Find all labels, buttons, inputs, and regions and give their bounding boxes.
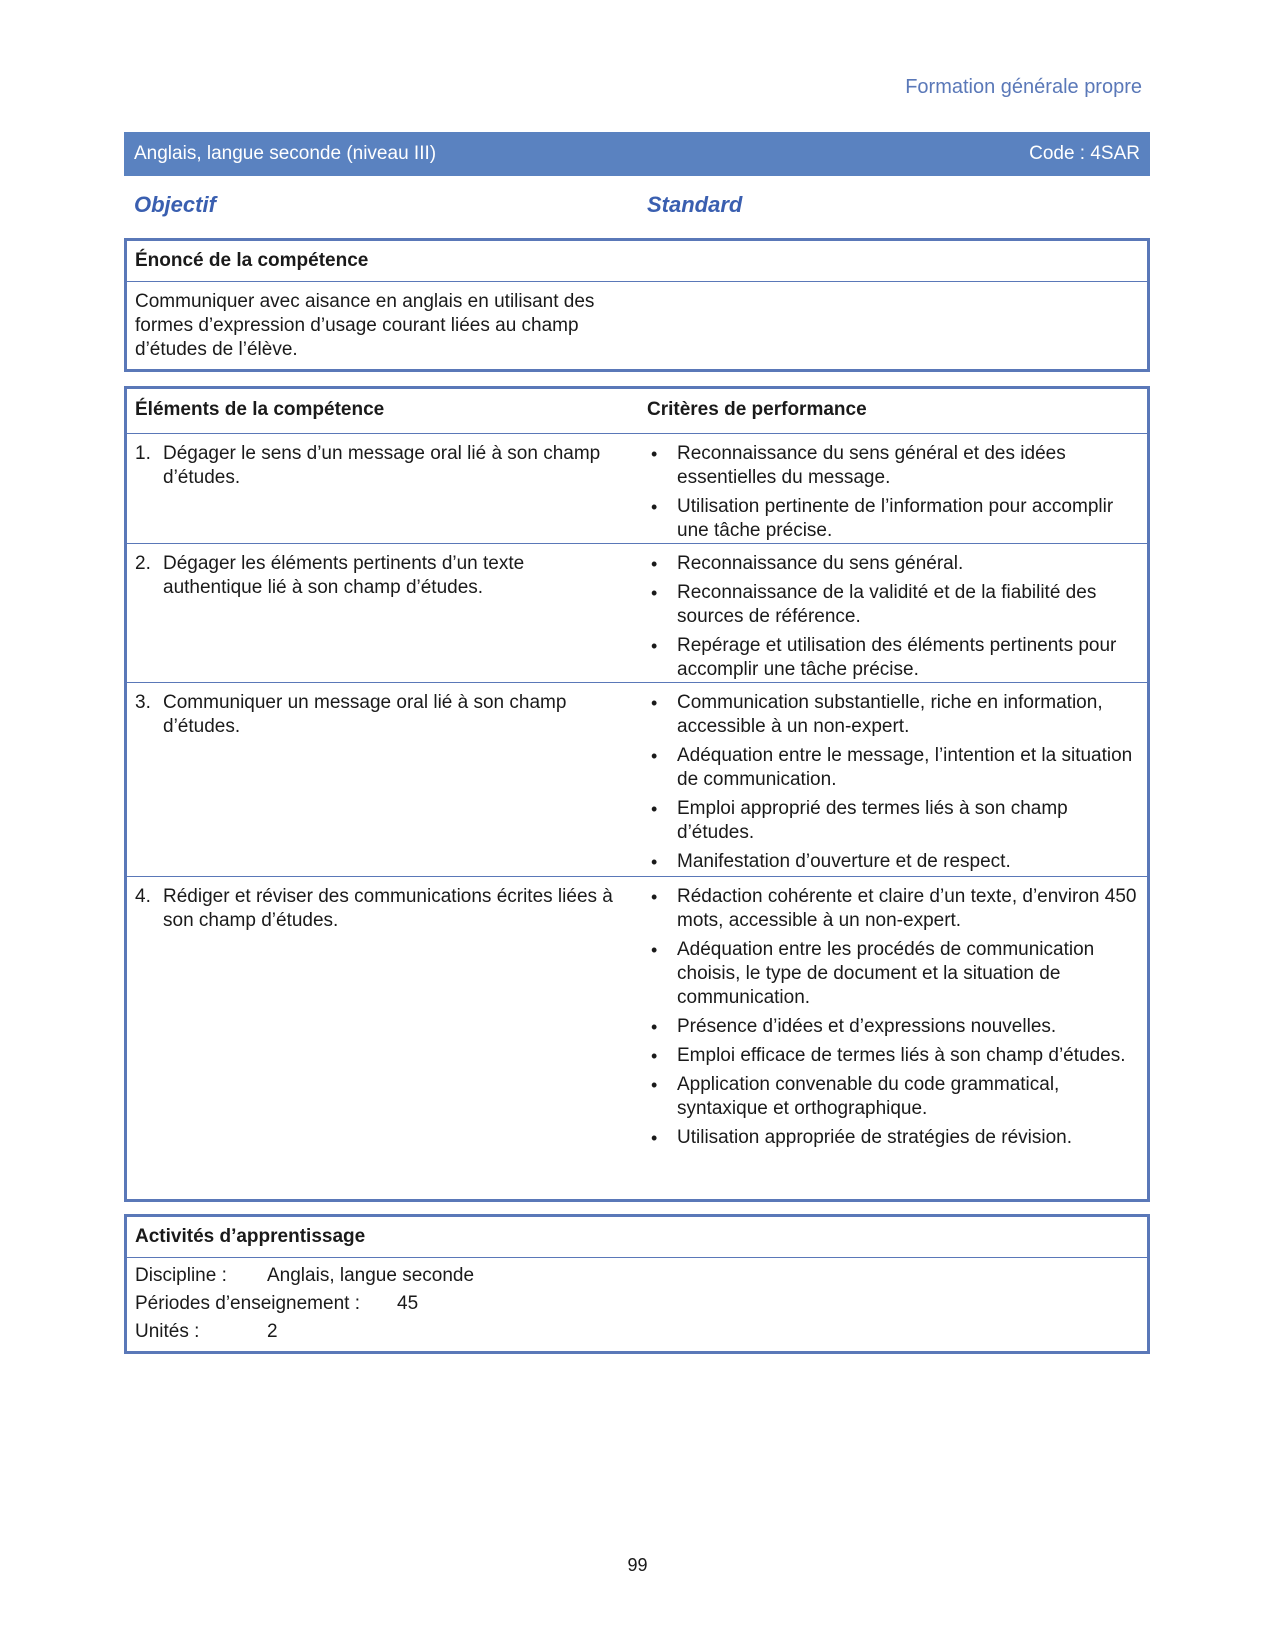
criteria-list: [647, 442, 1137, 548]
course-code: Code : 4SAR: [1029, 143, 1140, 164]
criterion-item: • Reconnaissance de la validité et de la fiabilité des sources de référence.: [647, 581, 1137, 629]
table-row: [127, 544, 1147, 683]
table-row: [127, 434, 1147, 544]
periods-line: [127, 1290, 1147, 1318]
criterion-item: • Emploi efficace de termes liés à son champ d’études.: [647, 1044, 1137, 1068]
criterion-item: • Adéquation entre les procédés de communication choisis, le type de document et la situation de communication.: [647, 938, 1137, 1010]
units-value: 2: [267, 1321, 278, 1342]
criterion-item: • Adéquation entre le message, l’intention et la situation de communication.: [647, 744, 1137, 792]
activities-box: [124, 1214, 1150, 1354]
criterion-item: • Application convenable du code grammatical, syntaxique et orthographique.: [647, 1073, 1137, 1121]
criterion-item: • Utilisation appropriée de stratégies de révision.: [647, 1126, 1137, 1150]
competence-element: [135, 885, 615, 933]
element-text: Dégager le sens d’un message oral lié à son champ d’études.: [163, 443, 601, 488]
elements-column-header: Éléments de la compétence: [135, 399, 385, 420]
criterion-item: • Communication substantielle, riche en information, accessible à un non-expert.: [647, 691, 1137, 739]
column-headings: [124, 192, 1150, 220]
criteria-list: [647, 691, 1137, 879]
criterion-item: • Reconnaissance du sens général.: [647, 552, 1137, 576]
activities-heading: Activités d’apprentissage: [127, 1217, 1147, 1258]
criterion-item: • Reconnaissance du sens général et des idées essentielles du message.: [647, 442, 1137, 490]
table-row: [127, 877, 1147, 1177]
discipline-line: [127, 1262, 1147, 1290]
criterion-item: • Utilisation pertinente de l’information pour accomplir une tâche précise.: [647, 495, 1137, 543]
course-title: Anglais, langue seconde (niveau III): [134, 143, 437, 164]
standard-heading: Standard: [647, 192, 743, 217]
units-label: Unités :: [135, 1321, 200, 1342]
criteria-column-header: Critères de performance: [647, 399, 867, 420]
criterion-item: • Présence d’idées et d’expressions nouvelles.: [647, 1015, 1137, 1039]
activities-body: [127, 1258, 1147, 1346]
criterion-item: • Manifestation d’ouverture et de respect.: [647, 850, 1137, 874]
element-number: 1.: [135, 443, 151, 464]
course-banner: [124, 132, 1150, 176]
competence-element: [135, 552, 615, 600]
criterion-item: • Emploi approprié des termes liés à son champ d’études.: [647, 797, 1137, 845]
enonce-box: [124, 238, 1150, 372]
table-header: [127, 389, 1147, 434]
element-number: 2.: [135, 553, 151, 574]
objectif-heading: Objectif: [134, 192, 216, 217]
discipline-label: Discipline :: [135, 1265, 227, 1286]
element-number: 4.: [135, 886, 151, 907]
criteria-list: [647, 552, 1137, 687]
discipline-value: Anglais, langue seconde: [267, 1265, 475, 1286]
element-number: 3.: [135, 692, 151, 713]
competence-table: [124, 386, 1150, 1202]
periods-label: Périodes d’enseignement :: [135, 1293, 360, 1314]
units-line: [127, 1318, 1147, 1346]
table-row: [127, 683, 1147, 877]
periods-value: 45: [397, 1293, 419, 1314]
element-text: Rédiger et réviser des communications écrites liées à son champ d’études.: [163, 886, 613, 931]
criteria-list: [647, 885, 1137, 1155]
criterion-item: • Repérage et utilisation des éléments pertinents pour accomplir une tâche précise.: [647, 634, 1137, 682]
competence-element: [135, 691, 615, 739]
running-head: Formation générale propre: [905, 76, 1142, 98]
element-text: Dégager les éléments pertinents d’un texte authentique lié à son champ d’études.: [163, 553, 525, 598]
page-number: 99: [627, 1555, 648, 1575]
criterion-item: • Rédaction cohérente et claire d’un texte, d’environ 450 mots, accessible à un non-expert.: [647, 885, 1137, 933]
element-text: Communiquer un message oral lié à son champ d’études.: [163, 692, 567, 737]
competence-element: [135, 442, 615, 490]
enonce-heading: Énoncé de la compétence: [127, 241, 1147, 282]
enonce-text: Communiquer avec aisance en anglais en utilisant des formes d’expression d’usage courant liées au champ d’études de l’élève.: [135, 291, 595, 360]
